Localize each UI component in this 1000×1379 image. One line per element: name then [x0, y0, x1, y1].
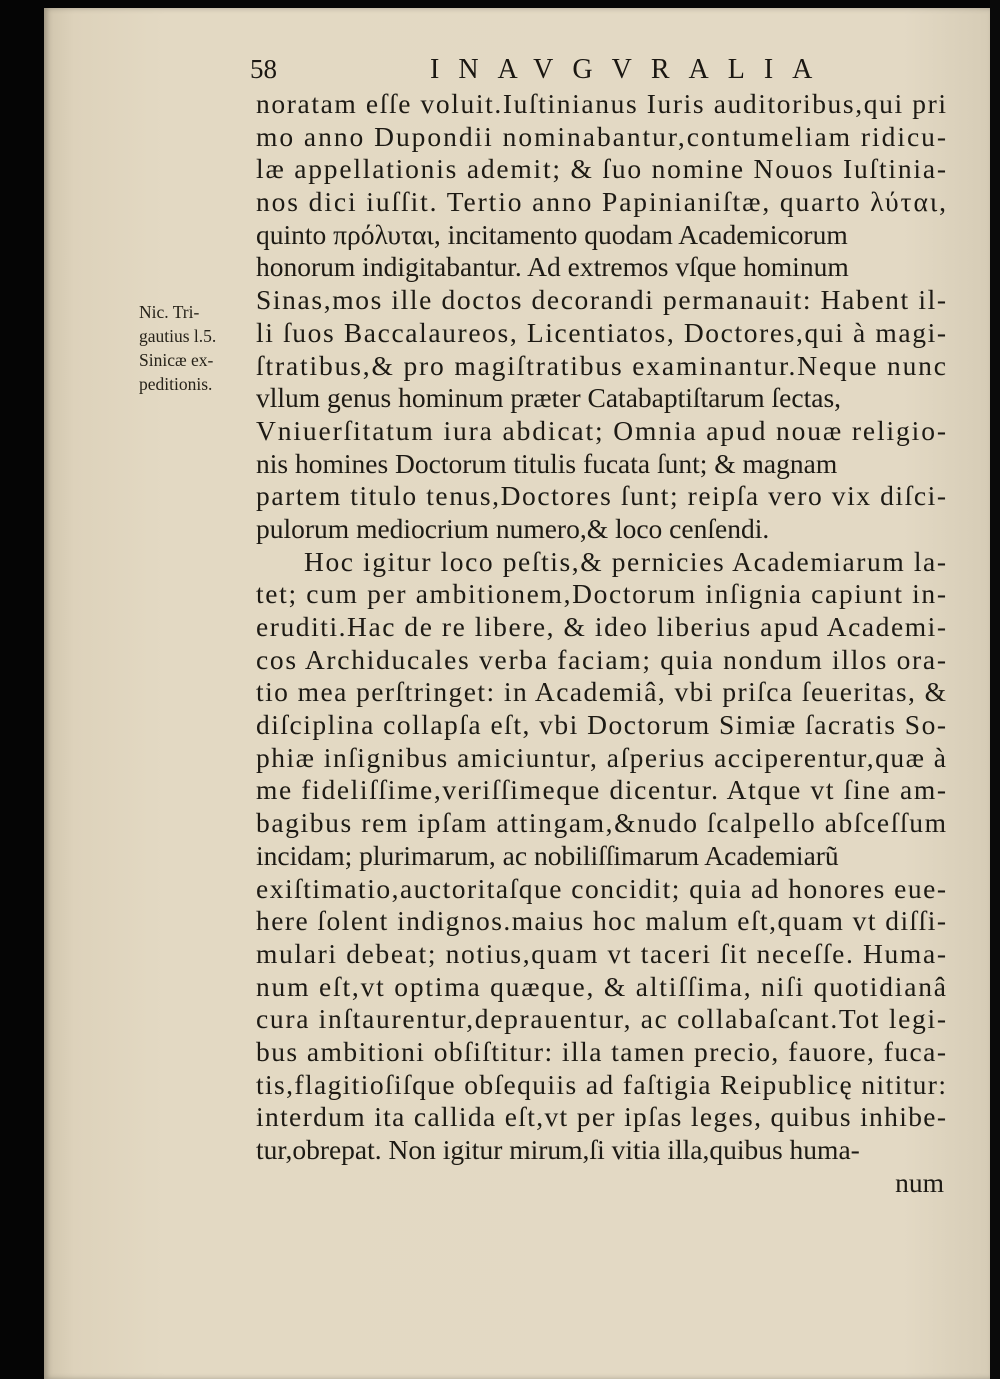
body-text: [256, 88, 946, 1199]
text-line: bus ambitioni obſiſtitur: illa tamen precio, fauore, fuca-: [256, 1035, 948, 1067]
text-line: læ appellationis ademit; & ſuo nomine Nouos Iuſtinia-: [256, 153, 948, 185]
text-line: quinto πρόλυται, incitamento quodam Academicorum: [256, 218, 848, 250]
text-line: phiæ inſignibus amiciuntur, aſperius acciperentur,quæ à: [256, 741, 948, 773]
running-title: INAVGVRALIA: [430, 54, 832, 85]
text-line: pulorum mediocrium numero,& loco cenſendi.: [256, 512, 770, 544]
text-line: cura inſtaurentur,deprauentur, ac collabaſcant.Tot legi-: [256, 1003, 948, 1035]
text-line: Vniuerſitatum iura abdicat; Omnia apud nouæ religio-: [256, 414, 948, 446]
text-line: Sinas,mos ille doctos decorandi permanauit: Habent il-: [256, 284, 948, 316]
marginal-note: [139, 300, 251, 396]
text-line: interdum ita callida eſt,vt per ipſas leges, quibus inhibe-: [256, 1101, 948, 1133]
text-line: partem titulo tenus,Doctores ſunt; reipſa vero vix diſci-: [256, 480, 948, 512]
text-line: vllum genus hominum præter Catabaptiſtarum ſectas,: [256, 382, 842, 414]
text-line: here ſolent indignos.maius hoc malum eſt,quam vt diſſi-: [256, 905, 948, 937]
text-line: tio mea perſtringet: in Academiâ, vbi priſca ſeueritas, &: [256, 676, 948, 708]
text-line: ſtratibus,& pro magiſtratibus examinantur.Neque nunc: [256, 349, 948, 381]
text-line: li ſuos Baccalaureos, Licentiatos, Doctores,qui à magi-: [256, 316, 948, 348]
text-line: bagibus rem ipſam attingam,&nudo ſcalpello abſceſſum: [256, 807, 948, 839]
text-line: me fideliſſime,veriſſimeque dicentur. Atque vt ſine am-: [256, 774, 948, 806]
page-edge-shadow: [990, 0, 1000, 1379]
marginal-note-line: Sinicæ ex-: [139, 350, 214, 370]
text-line: honorum indigitabantur. Ad extremos vſque hominum: [256, 251, 849, 283]
text-line: num eſt,vt optima quæque, & altiſſima, niſi quotidianâ: [256, 970, 948, 1002]
text-line: nis homines Doctorum titulis fucata ſunt; & magnam: [256, 447, 838, 479]
text-line: nos dici iuſſit. Tertio anno Papinianiſtæ, quarto λύται,: [256, 186, 948, 218]
text-line: diſciplina collapſa eſt, vbi Doctorum Simiæ ſacratis So-: [256, 709, 948, 741]
text-line: cos Archiducales verba faciam; quia nondum illos ora-: [256, 643, 948, 675]
marginal-note-line: peditionis.: [139, 374, 213, 394]
page-number: 58: [250, 54, 277, 84]
catchword: num: [895, 1166, 944, 1198]
marginal-note-line: gautius l.5.: [139, 326, 217, 346]
text-line: noratam eſſe voluit.Iuſtinianus Iuris auditoribus,qui pri: [256, 88, 948, 119]
text-line: tet; cum per ambitionem,Doctorum inſignia capiunt in-: [256, 578, 948, 610]
text-line: tur,obrepat. Non igitur mirum,ſi vitia illa,quibus huma-: [256, 1134, 860, 1165]
marginal-note-line: Nic. Tri-: [139, 302, 200, 322]
text-line: tis,flagitioſiſque obſequiis ad faſtigia Reipublicę nititur:: [256, 1068, 948, 1100]
paragraph-start-line: Hoc igitur loco peſtis,& pernicies Academiarum la-: [304, 545, 948, 577]
text-line: exiſtimatio,auctoritaſque concidit; quia ad honores eue-: [256, 872, 948, 904]
text-line: mulari debeat; notius,quam vt taceri ſit neceſſe. Huma-: [256, 937, 948, 969]
text-line: mo anno Dupondii nominabantur,contumeliam ridicu-: [256, 120, 948, 152]
text-line: incidam; plurimarum, ac nobiliſſimarum Academiarũ: [256, 839, 839, 871]
text-line: eruditi.Hac de re libere, & ideo liberius apud Academi-: [256, 611, 948, 642]
